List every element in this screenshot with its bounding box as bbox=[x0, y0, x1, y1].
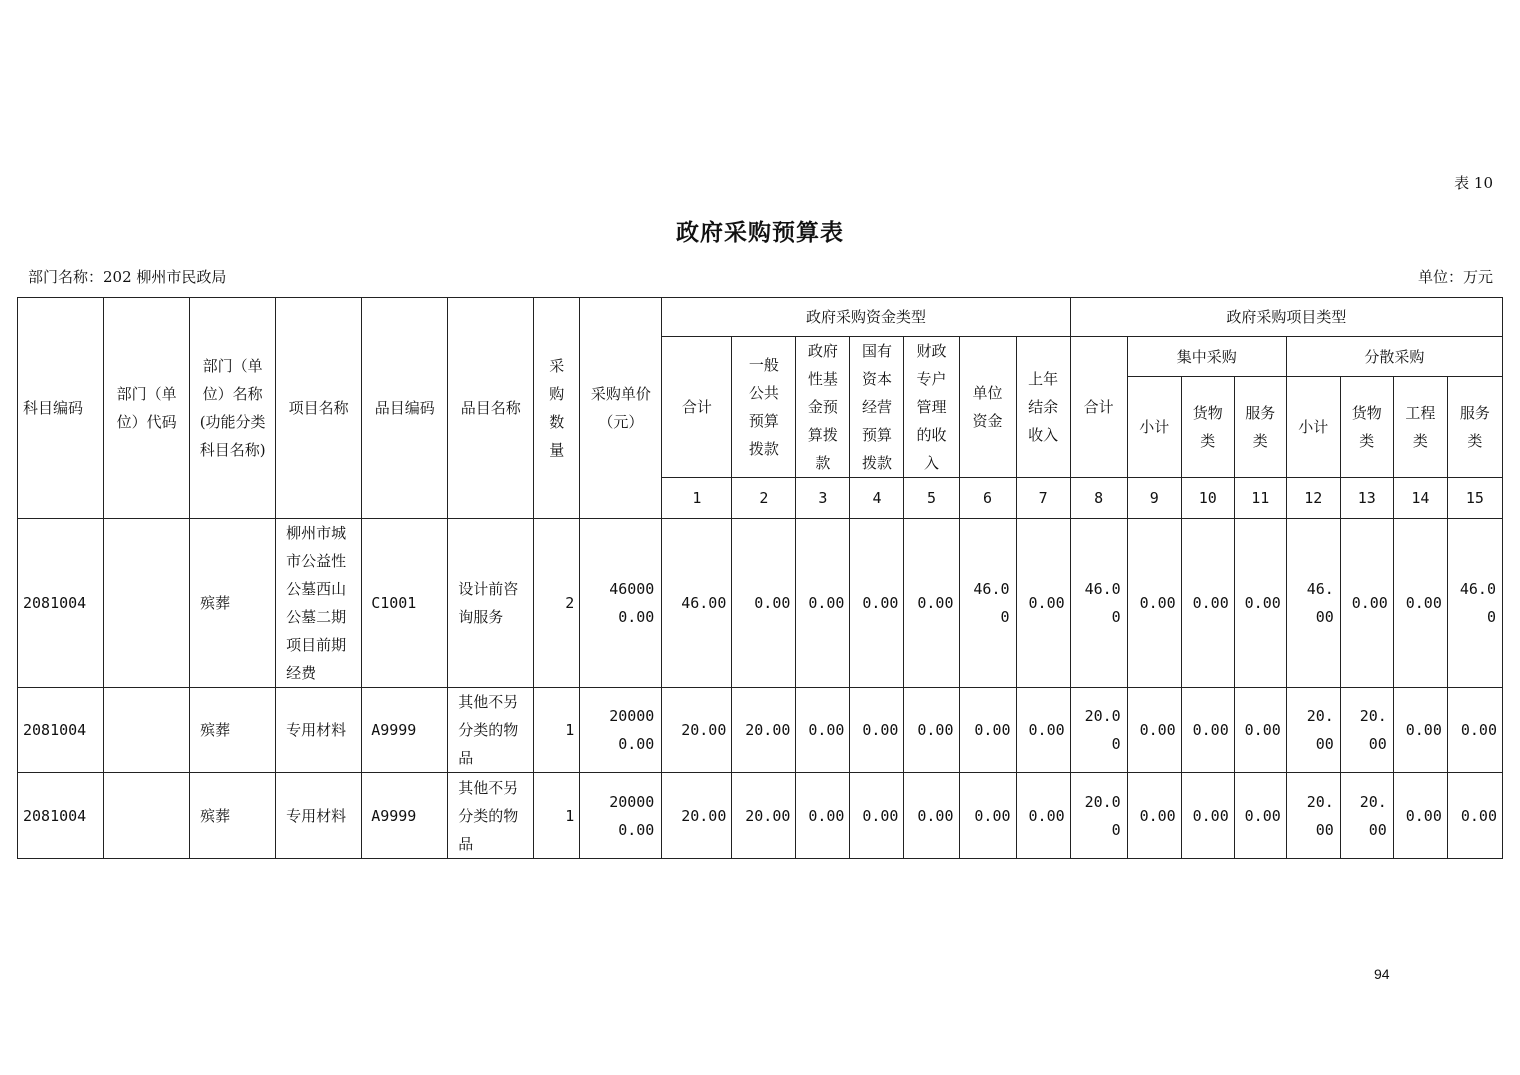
dept-code-cell bbox=[104, 519, 190, 688]
value-cell: 0.00 bbox=[1127, 773, 1181, 859]
value-cell: 0.00 bbox=[1016, 773, 1070, 859]
unit-price-cell: 460000.00 bbox=[580, 519, 662, 688]
value-cell: 0.00 bbox=[959, 773, 1016, 859]
column-number: 11 bbox=[1234, 478, 1286, 519]
column-number: 14 bbox=[1393, 478, 1447, 519]
column-number: 4 bbox=[850, 478, 904, 519]
column-number: 5 bbox=[904, 478, 959, 519]
header-dispersed-services: 服务类 bbox=[1447, 377, 1502, 478]
project-name-cell: 柳州市城市公益性公墓西山公墓二期项目前期经费 bbox=[276, 519, 362, 688]
header-dept-code: 部门（单位）代码 bbox=[104, 298, 190, 519]
page-number: 94 bbox=[1374, 966, 1390, 982]
value-cell: 0.00 bbox=[732, 519, 796, 688]
value-cell: 0.00 bbox=[850, 773, 904, 859]
header-dept-name: 部门（单位）名称(功能分类科目名称) bbox=[190, 298, 276, 519]
header-quantity: 采购数量 bbox=[534, 298, 580, 519]
item-code-cell: C1001 bbox=[362, 519, 448, 688]
column-number: 2 bbox=[732, 478, 796, 519]
item-code-cell: A9999 bbox=[362, 773, 448, 859]
value-cell: 46.00 bbox=[1286, 519, 1340, 688]
header-state-capital: 国有资本经营预算拨款 bbox=[850, 337, 904, 478]
header-unit-price: 采购单价（元） bbox=[580, 298, 662, 519]
quantity-cell: 2 bbox=[534, 519, 580, 688]
value-cell: 0.00 bbox=[796, 688, 850, 773]
column-number: 12 bbox=[1286, 478, 1340, 519]
dept-name-cell: 殡葬 bbox=[190, 773, 276, 859]
item-name-cell: 其他不另分类的物品 bbox=[448, 773, 534, 859]
project-name-cell: 专用材料 bbox=[276, 688, 362, 773]
unit-label: 单位：万元 bbox=[1417, 268, 1493, 286]
table-row bbox=[18, 688, 1503, 773]
quantity-cell: 1 bbox=[534, 773, 580, 859]
value-cell: 0.00 bbox=[904, 688, 959, 773]
value-cell: 20.00 bbox=[1340, 688, 1393, 773]
value-cell: 46.00 bbox=[1447, 519, 1502, 688]
value-cell: 20.00 bbox=[732, 688, 796, 773]
subject-code-cell: 2081004 bbox=[18, 519, 104, 688]
header-central-services: 服务类 bbox=[1234, 377, 1286, 478]
value-cell: 20.00 bbox=[1070, 773, 1127, 859]
header-dispersed-subtotal: 小计 bbox=[1286, 377, 1340, 478]
table-row bbox=[18, 519, 1503, 688]
value-cell: 0.00 bbox=[959, 688, 1016, 773]
header-project-name: 项目名称 bbox=[276, 298, 362, 519]
header-central-goods: 货物类 bbox=[1181, 377, 1234, 478]
value-cell: 0.00 bbox=[1234, 519, 1286, 688]
header-general-budget: 一般公共预算拨款 bbox=[732, 337, 796, 478]
value-cell: 0.00 bbox=[1447, 773, 1502, 859]
value-cell: 0.00 bbox=[1127, 519, 1181, 688]
value-cell: 0.00 bbox=[850, 688, 904, 773]
header-subject-code: 科目编码 bbox=[18, 298, 104, 519]
value-cell: 0.00 bbox=[1393, 773, 1447, 859]
header-item-name: 品目名称 bbox=[448, 298, 534, 519]
value-cell: 0.00 bbox=[1234, 688, 1286, 773]
value-cell: 0.00 bbox=[904, 519, 959, 688]
page-title: 政府采购预算表 bbox=[676, 219, 844, 246]
value-cell: 0.00 bbox=[1181, 773, 1234, 859]
value-cell: 20.00 bbox=[1286, 773, 1340, 859]
column-number: 9 bbox=[1127, 478, 1181, 519]
column-number: 10 bbox=[1181, 478, 1234, 519]
value-cell: 0.00 bbox=[796, 519, 850, 688]
column-number: 6 bbox=[959, 478, 1016, 519]
value-cell: 0.00 bbox=[1016, 688, 1070, 773]
header-prev-balance: 上年结余收入 bbox=[1016, 337, 1070, 478]
item-name-cell: 设计前咨询服务 bbox=[448, 519, 534, 688]
unit-price-cell: 200000.00 bbox=[580, 773, 662, 859]
table-row bbox=[18, 773, 1503, 859]
value-cell: 20.00 bbox=[1340, 773, 1393, 859]
header-fiscal-special: 财政专户管理的收入 bbox=[904, 337, 959, 478]
value-cell: 0.00 bbox=[1393, 519, 1447, 688]
header-fund-total: 合计 bbox=[662, 337, 732, 478]
value-cell: 20.00 bbox=[662, 688, 732, 773]
subject-code-cell: 2081004 bbox=[18, 688, 104, 773]
quantity-cell: 1 bbox=[534, 688, 580, 773]
column-number: 8 bbox=[1070, 478, 1127, 519]
project-name-cell: 专用材料 bbox=[276, 773, 362, 859]
dept-code-cell bbox=[104, 688, 190, 773]
header-item-code: 品目编码 bbox=[362, 298, 448, 519]
value-cell: 0.00 bbox=[1340, 519, 1393, 688]
value-cell: 46.00 bbox=[662, 519, 732, 688]
column-number: 13 bbox=[1340, 478, 1393, 519]
header-dispersed-group: 分散采购 bbox=[1286, 337, 1502, 377]
header-central-subtotal: 小计 bbox=[1127, 377, 1181, 478]
value-cell: 0.00 bbox=[1127, 688, 1181, 773]
value-cell: 20.00 bbox=[1070, 688, 1127, 773]
header-project-type-group: 政府采购项目类型 bbox=[1070, 298, 1502, 337]
header-dispersed-works: 工程类 bbox=[1393, 377, 1447, 478]
value-cell: 0.00 bbox=[796, 773, 850, 859]
value-cell: 0.00 bbox=[904, 773, 959, 859]
item-name-cell: 其他不另分类的物品 bbox=[448, 688, 534, 773]
value-cell: 0.00 bbox=[1447, 688, 1502, 773]
department-name: 部门名称：202 柳州市民政局 bbox=[28, 268, 227, 286]
procurement-budget-table bbox=[17, 297, 1503, 859]
column-number: 1 bbox=[662, 478, 732, 519]
column-number: 3 bbox=[796, 478, 850, 519]
dept-code-cell bbox=[104, 773, 190, 859]
item-code-cell: A9999 bbox=[362, 688, 448, 773]
unit-price-cell: 200000.00 bbox=[580, 688, 662, 773]
value-cell: 46.00 bbox=[1070, 519, 1127, 688]
header-dispersed-goods: 货物类 bbox=[1340, 377, 1393, 478]
value-cell: 0.00 bbox=[850, 519, 904, 688]
column-number: 7 bbox=[1016, 478, 1070, 519]
dept-name-cell: 殡葬 bbox=[190, 519, 276, 688]
value-cell: 20.00 bbox=[732, 773, 796, 859]
table-number: 表 10 bbox=[1454, 174, 1493, 192]
value-cell: 20.00 bbox=[1286, 688, 1340, 773]
header-unit-funds: 单位资金 bbox=[959, 337, 1016, 478]
value-cell: 46.00 bbox=[959, 519, 1016, 688]
subject-code-cell: 2081004 bbox=[18, 773, 104, 859]
value-cell: 0.00 bbox=[1181, 519, 1234, 688]
value-cell: 0.00 bbox=[1393, 688, 1447, 773]
value-cell: 20.00 bbox=[662, 773, 732, 859]
value-cell: 0.00 bbox=[1016, 519, 1070, 688]
value-cell: 0.00 bbox=[1234, 773, 1286, 859]
header-gov-fund: 政府性基金预算拨款 bbox=[796, 337, 850, 478]
header-proj-total: 合计 bbox=[1070, 337, 1127, 478]
header-central-group: 集中采购 bbox=[1127, 337, 1286, 377]
column-number: 15 bbox=[1447, 478, 1502, 519]
value-cell: 0.00 bbox=[1181, 688, 1234, 773]
header-fund-type-group: 政府采购资金类型 bbox=[662, 298, 1070, 337]
dept-name-cell: 殡葬 bbox=[190, 688, 276, 773]
